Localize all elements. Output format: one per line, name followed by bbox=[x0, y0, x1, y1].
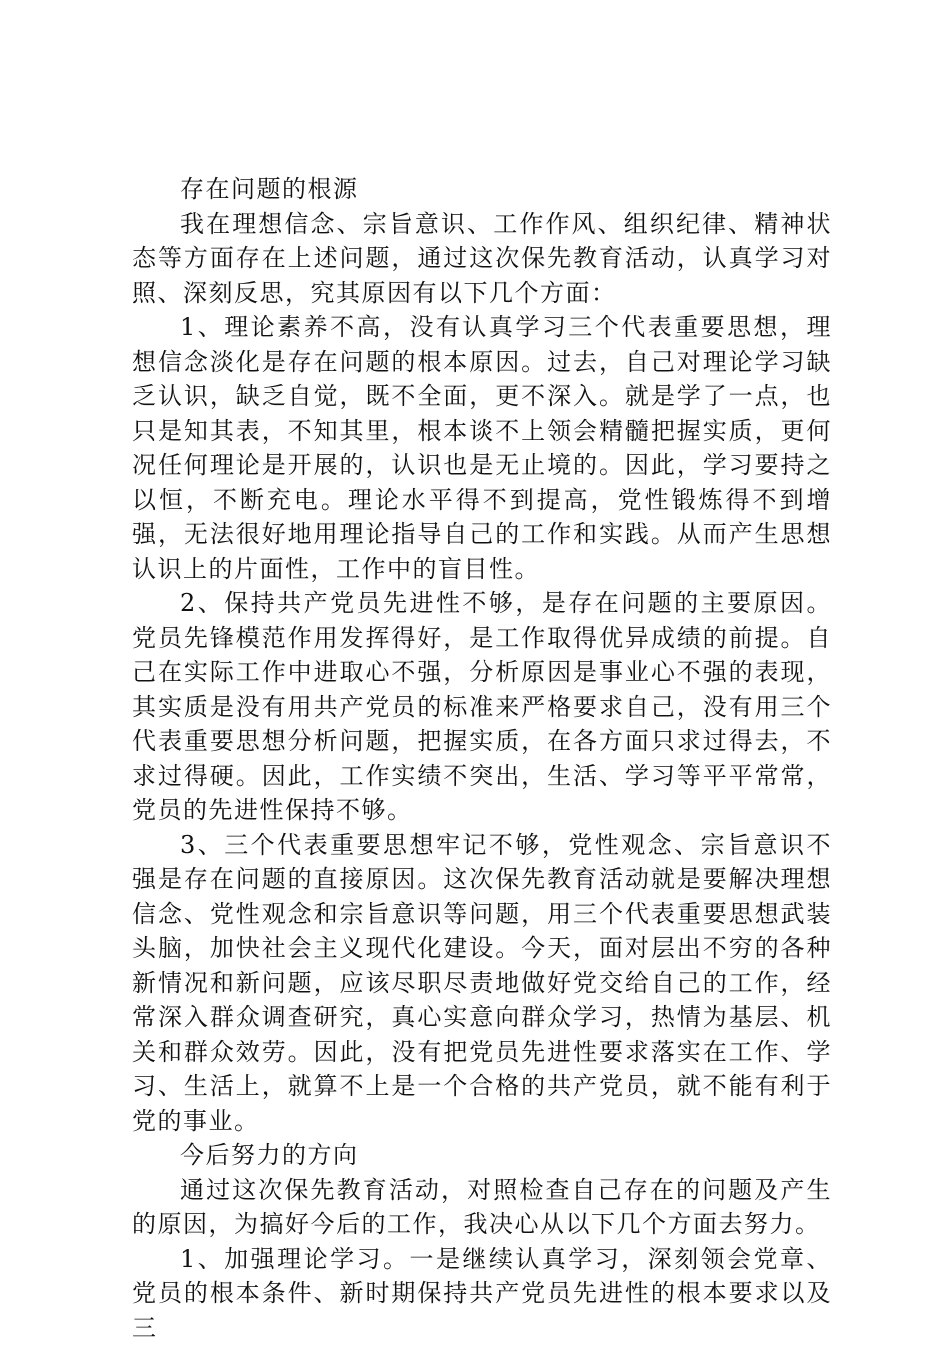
paragraph-intro: 我在理想信念、宗旨意识、工作作风、组织纪律、精神状态等方面存在上述问题，通过这次保先教育活动，认真学习对照、深刻反思，究其原因有以下几个方面： bbox=[132, 207, 832, 311]
section-heading-causes: 存在问题的根源 bbox=[132, 172, 832, 207]
document-page bbox=[132, 172, 832, 1345]
section-heading-directions: 今后努力的方向 bbox=[132, 1138, 832, 1173]
paragraph-direction-1: 1、加强理论学习。一是继续认真学习，深刻领会党章、党员的根本条件、新时期保持共产党员先进性的根本要求以及三 bbox=[132, 1242, 832, 1345]
paragraph-cause-3: 3、三个代表重要思想牢记不够，党性观念、宗旨意识不强是存在问题的直接原因。这次保先教育活动就是要解决理想信念、党性观念和宗旨意识等问题，用三个代表重要思想武装头脑，加快社会主义现代化建设。今天，面对层出不穷的各种新情况和新问题，应该尽职尽责地做好党交给自己的工作，经常深入群众调查研究，真心实意向群众学习，热情为基层、机关和群众效劳。因此，没有把党员先进性要求落实在工作、学习、生活上，就算不上是一个合格的共产党员，就不能有利于党的事业。 bbox=[132, 828, 832, 1139]
paragraph-direction-intro: 通过这次保先教育活动，对照检查自己存在的问题及产生的原因，为搞好今后的工作，我决心从以下几个方面去努力。 bbox=[132, 1173, 832, 1242]
paragraph-cause-2: 2、保持共产党员先进性不够，是存在问题的主要原因。党员先锋模范作用发挥得好，是工作取得优异成绩的前提。自己在实际工作中进取心不强，分析原因是事业心不强的表现，其实质是没有用共产党员的标准来严格要求自己，没有用三个代表重要思想分析问题，把握实质，在各方面只求过得去，不求过得硬。因此，工作实绩不突出，生活、学习等平平常常，党员的先进性保持不够。 bbox=[132, 586, 832, 828]
paragraph-cause-1: 1、理论素养不高，没有认真学习三个代表重要思想，理想信念淡化是存在问题的根本原因。过去，自己对理论学习缺乏认识，缺乏自觉，既不全面，更不深入。就是学了一点，也只是知其表，不知其里，根本谈不上领会精髓把握实质，更何况任何理论是开展的，认识也是无止境的。因此，学习要持之以恒，不断充电。理论水平得不到提高，党性锻炼得不到增强，无法很好地用理论指导自己的工作和实践。从而产生思想认识上的片面性，工作中的盲目性。 bbox=[132, 310, 832, 586]
